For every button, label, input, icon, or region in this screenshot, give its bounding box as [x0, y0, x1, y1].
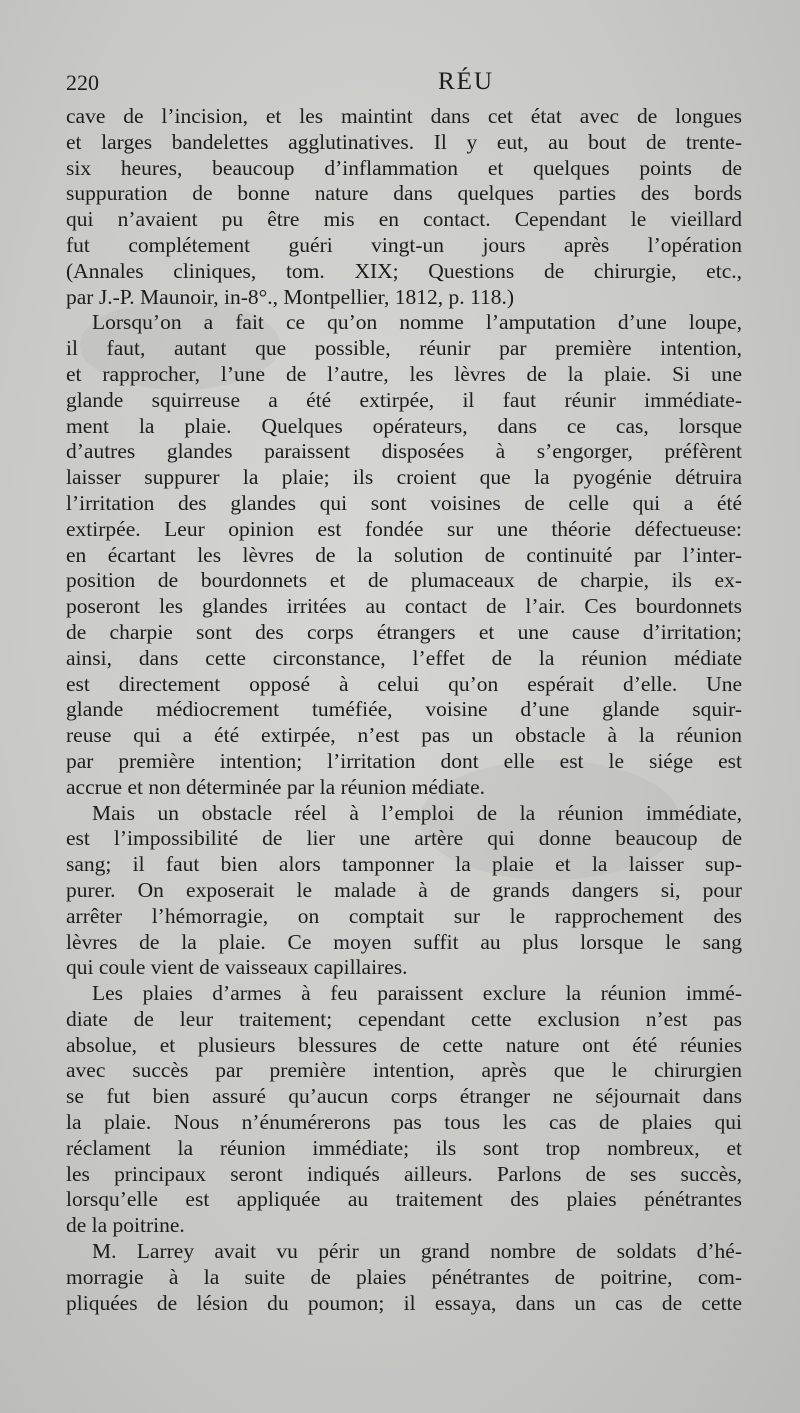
text-line: ment la plaie. Quelques opérateurs, dans ce cas, lorsque	[66, 413, 742, 438]
text-line: purer. On exposerait le malade à de grands dangers si, pour	[66, 877, 742, 902]
text-line: qui coule vient de vaisseaux capillaires.	[66, 955, 408, 980]
text-line: suppuration de bonne nature dans quelques parties des bords	[66, 181, 742, 206]
text-line: glande squirreuse a été extirpée, il faut réunir immédiate-	[66, 387, 742, 412]
text-line: ainsi, dans cette circonstance, l’effet de la réunion médiate	[66, 645, 742, 670]
text-line: Les plaies d’armes à feu paraissent exclure la réunion immé-	[92, 981, 742, 1006]
running-head: RÉU	[438, 68, 494, 95]
text-line: en écartant les lèvres de la solution de continuité par l’inter-	[66, 542, 742, 567]
text-line: accrue et non déterminée par la réunion médiate.	[66, 774, 486, 799]
text-line: par première intention; l’irritation dont elle est le siége est	[66, 748, 742, 773]
text-line: l’irritation des glandes qui sont voisines de celle qui a été	[66, 490, 742, 515]
text-line: poseront les glandes irritées au contact de l’air. Ces bourdonnets	[66, 594, 742, 619]
text-line: six heures, beaucoup d’inflammation et quelques points de	[66, 155, 742, 180]
page-header	[66, 68, 740, 100]
page-number: 220	[66, 70, 99, 95]
text-line: les principaux seront indiqués ailleurs. Parlons de ses succès,	[66, 1161, 742, 1186]
text-line: par J.-P. Maunoir, in-8°., Montpellier, 1812, p. 118.)	[66, 284, 514, 309]
text-line: avec succès par première intention, après que le chirurgien	[66, 1058, 742, 1083]
text-line: et larges bandelettes agglutinatives. Il y eut, au bout de trente-	[66, 129, 742, 154]
text-line: Mais un obstacle réel à l’emploi de la réunion immédiate,	[92, 800, 742, 825]
text-line: laisser suppurer la plaie; ils croient que la pyogénie détruira	[66, 465, 742, 490]
text-line: position de bourdonnets et de plumaceaux de charpie, ils ex-	[66, 568, 742, 593]
text-line: absolue, et plusieurs blessures de cette nature ont été réunies	[66, 1032, 742, 1057]
text-line: la plaie. Nous n’énumérerons pas tous les cas de plaies qui	[66, 1110, 742, 1135]
text-line: lèvres de la plaie. Ce moyen suffit au plus lorsque le sang	[66, 929, 742, 954]
text-line: est directement opposé à celui qu’on espérait d’elle. Une	[66, 671, 742, 696]
body-text	[66, 104, 742, 1316]
text-line: cave de l’incision, et les maintint dans cet état avec de longues	[66, 104, 742, 128]
text-line: (Annales cliniques, tom. XIX; Questions de chirurgie, etc.,	[66, 258, 742, 283]
text-line: extirpée. Leur opinion est fondée sur une théorie défectueuse:	[66, 516, 742, 541]
text-line: fut complétement guéri vingt-un jours après l’opération	[66, 232, 742, 257]
text-line: lorsqu’elle est appliquée au traitement des plaies pénétrantes	[66, 1187, 742, 1212]
text-line: morragie à la suite de plaies pénétrantes de poitrine, com-	[66, 1264, 742, 1289]
text-line: M. Larrey avait vu périr un grand nombre de soldats d’hé-	[92, 1239, 742, 1264]
text-line: réclament la réunion immédiate; ils sont trop nombreux, et	[66, 1135, 742, 1160]
text-line: Lorsqu’on a fait ce qu’on nomme l’amputation d’une loupe,	[92, 310, 742, 335]
text-line: sang; il faut bien alors tamponner la plaie et la laisser sup-	[66, 852, 742, 877]
text-line: diate de leur traitement; cependant cette exclusion n’est pas	[66, 1006, 742, 1031]
text-line: qui n’avaient pu être mis en contact. Cependant le vieillard	[66, 207, 742, 232]
text-line: d’autres glandes paraissent disposées à s’engorger, préfèrent	[66, 439, 742, 464]
text-line: se fut bien assuré qu’aucun corps étranger ne séjournait dans	[66, 1084, 742, 1109]
text-line: glande médiocrement tuméfiée, voisine d’une glande squir-	[66, 697, 742, 722]
text-line: est l’impossibilité de lier une artère qui donne beaucoup de	[66, 826, 742, 851]
text-line: et rapprocher, l’une de l’autre, les lèvres de la plaie. Si une	[66, 361, 742, 386]
text-line: de charpie sont des corps étrangers et une cause d’irritation;	[66, 619, 742, 644]
text-line: reuse qui a été extirpée, n’est pas un obstacle à la réunion	[66, 723, 742, 748]
text-line: arrêter l’hémorragie, on comptait sur le rapprochement des	[66, 903, 742, 928]
text-line: de la poitrine.	[66, 1213, 185, 1238]
text-line: pliquées de lésion du poumon; il essaya, dans un cas de cette	[66, 1290, 742, 1315]
text-line: il faut, autant que possible, réunir par première intention,	[66, 336, 742, 361]
